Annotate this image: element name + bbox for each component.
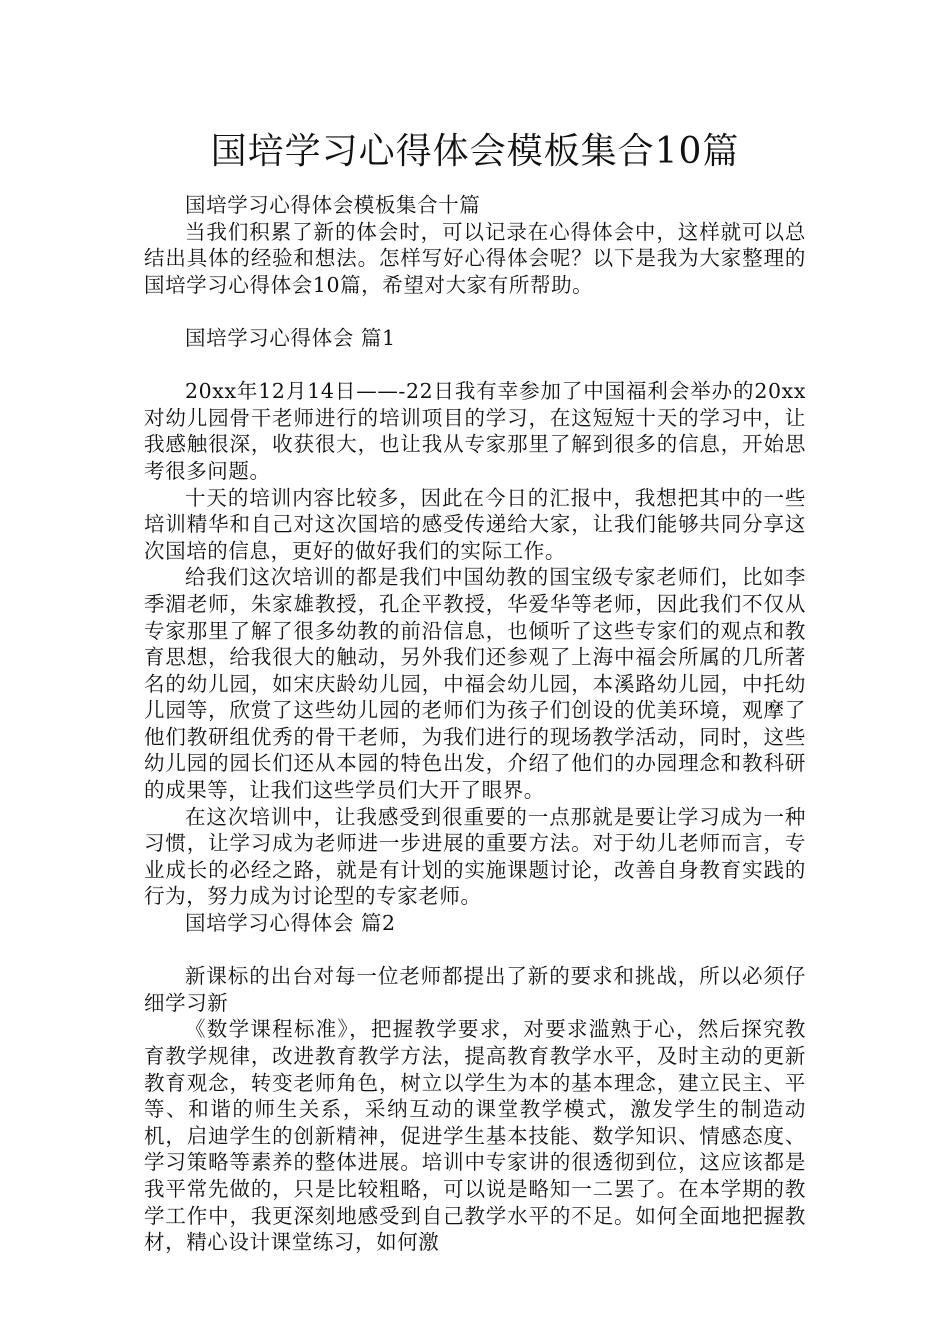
- document-title: 国培学习心得体会模板集合10篇: [210, 131, 740, 172]
- paragraph: 在这次培训中，让我感受到很重要的一点那就是要让学习成为一种习惯，让学习成为老师进一步进展的重要方法。对于幼儿老师而言，专业成长的必经之路，就是有计划的实施课题讨论，改善自身教育实践的行为，努力成为讨论型的专家老师。: [144, 804, 806, 909]
- paragraph: 《数学课程标准》，把握教学要求，对要求滥熟于心，然后探究教育教学规律，改进教育教学方法，提高教育教学水平，及时主动的更新教育观念，转变老师角色，树立以学生为本的基本理念，建立民主、平等、和谐的师生关系，采纳互动的课堂教学模式，激发学生的制造动机，启迪学生的创新精神，促进学生基本技能、数学知识、情感态度、学习策略等素养的整体进展。培训中专家讲的很透彻到位，这应该都是我平常先做的，只是比较粗略，可以说是略知一二罢了。在本学期的教学工作中，我更深刻地感受到自己教学水平的不足。如何全面地把握教材，精心设计课堂练习，如何激: [144, 1017, 806, 1255]
- spacer: [144, 937, 806, 964]
- spacer: [144, 298, 806, 325]
- subtitle: 国培学习心得体会模板集合十篇: [185, 193, 481, 217]
- paragraph: 新课标的出台对每一位老师都提出了新的要求和挑战，所以必须仔细学习新: [144, 964, 806, 1015]
- paragraph: 给我们这次培训的都是我们中国幼教的国宝级专家老师们，比如李季湄老师，朱家雄教授，孔企平教授，华爱华等老师，因此我们不仅从专家那里了解了很多幼教的前沿信息，也倾听了这些专家们的观点和教育思想，给我很大的触动，另外我们还参观了上海中福会所属的几所著名的幼儿园，如宋庆龄幼儿园，中福会幼儿园，本溪路幼儿园，中托幼儿园等，欣赏了这些幼儿园的老师们为孩子们创设的优美环境，观摩了他们教研组优秀的骨干老师，为我们进行的现场教学活动，同时，这些幼儿园的园长们还从本园的特色出发，介绍了他们的办园理念和教科研的成果等，让我们这些学员们大开了眼界。: [144, 565, 806, 803]
- document-page: [144, 0, 806, 1256]
- paragraph: 20xx年12月14日——-22日我有幸参加了中国福利会举办的20xx对幼儿园骨干老师进行的培训项目的学习，在这短短十天的学习中，让我感触很深，收获很大，也让我从专家那里了解到很多的信息，开始思考很多问题。: [144, 379, 806, 483]
- intro-paragraph: 当我们积累了新的体会时，可以记录在心得体会中，这样就可以总结出具体的经验和想法。怎样写好心得体会呢？以下是我为大家整理的国培学习心得体会10篇，希望对大家有所帮助。: [144, 219, 806, 297]
- section-heading-2: 国培学习心得体会 篇2: [185, 911, 396, 936]
- paragraph: 十天的培训内容比较多，因此在今日的汇报中，我想把其中的一些培训精华和自己对这次国培的感受传递给大家，让我们能够共同分享这次国培的信息，更好的做好我们的实际工作。: [144, 485, 806, 563]
- document-body: [144, 192, 806, 1256]
- section-heading-1: 国培学习心得体会 篇1: [185, 325, 396, 350]
- spacer: [144, 352, 806, 379]
